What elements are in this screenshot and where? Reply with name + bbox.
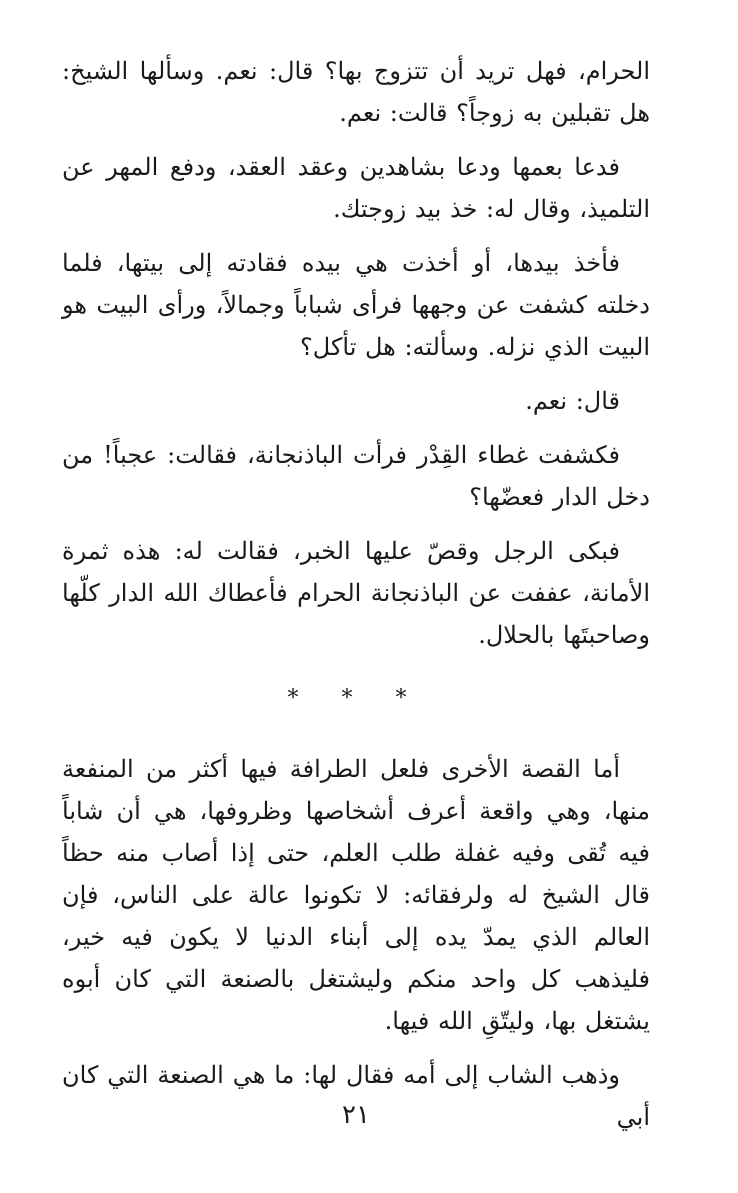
text-body	[62, 50, 650, 1150]
paragraph-1: الحرام، فهل تريد أن تتزوج بها؟ قال: نعم. وسألها الشيخ: هل تقبلين به زوجاً؟ قالت: نعم.	[62, 57, 650, 127]
paragraph-4: قال: نعم.	[525, 387, 620, 415]
page-number: ٢١	[342, 1100, 370, 1130]
paragraph-5: فكشفت غطاء القِدْر فرأت الباذنجانة، فقالت: عجباً! من دخل الدار فعضّها؟	[62, 441, 650, 511]
paragraph-7: أما القصة الأخرى فلعل الطرافة فيها أكثر من المنفعة منها، وهي واقعة أعرف أشخاصها وظروفها، هي أن شاباً فيه تُقى وفيه غفلة طلب العلم، حتى إذا أصاب منه حظاً قال الشيخ له ولرفقائه: لا تكونوا عالة على الناس، فإن العالم الذي يمدّ يده إلى أبناء الدنيا لا يكون فيه خير، فليذهب كل واحد منكم وليشتغل بالصنعة التي كان أبوه يشتغل بها، وليتّقِ الله فيها.	[62, 755, 650, 1035]
paragraph-3: فأخذ بيدها، أو أخذت هي بيده فقادته إلى بيتها، فلما دخلته كشفت عن وجهها فرأى شباباً وجمالاً، ورأى البيت هو البيت الذي نزله. وسألته: هل تأكل؟	[62, 249, 650, 361]
section-divider: * * *	[287, 686, 425, 711]
book-page	[62, 0, 650, 1193]
paragraph-2: فدعا بعمها ودعا بشاهدين وعقد العقد، ودفع المهر عن التلميذ، وقال له: خذ بيد زوجتك.	[62, 153, 650, 223]
paragraph-6: فبكى الرجل وقصّ عليها الخبر، فقالت له: هذه ثمرة الأمانة، عففت عن الباذنجانة الحرام فأعطاك الله الدار كلّها وصاحبتَها بالحلال.	[62, 537, 650, 649]
paragraph-8: وذهب الشاب إلى أمه فقال لها: ما هي الصنعة التي كان أبي	[62, 1061, 650, 1131]
